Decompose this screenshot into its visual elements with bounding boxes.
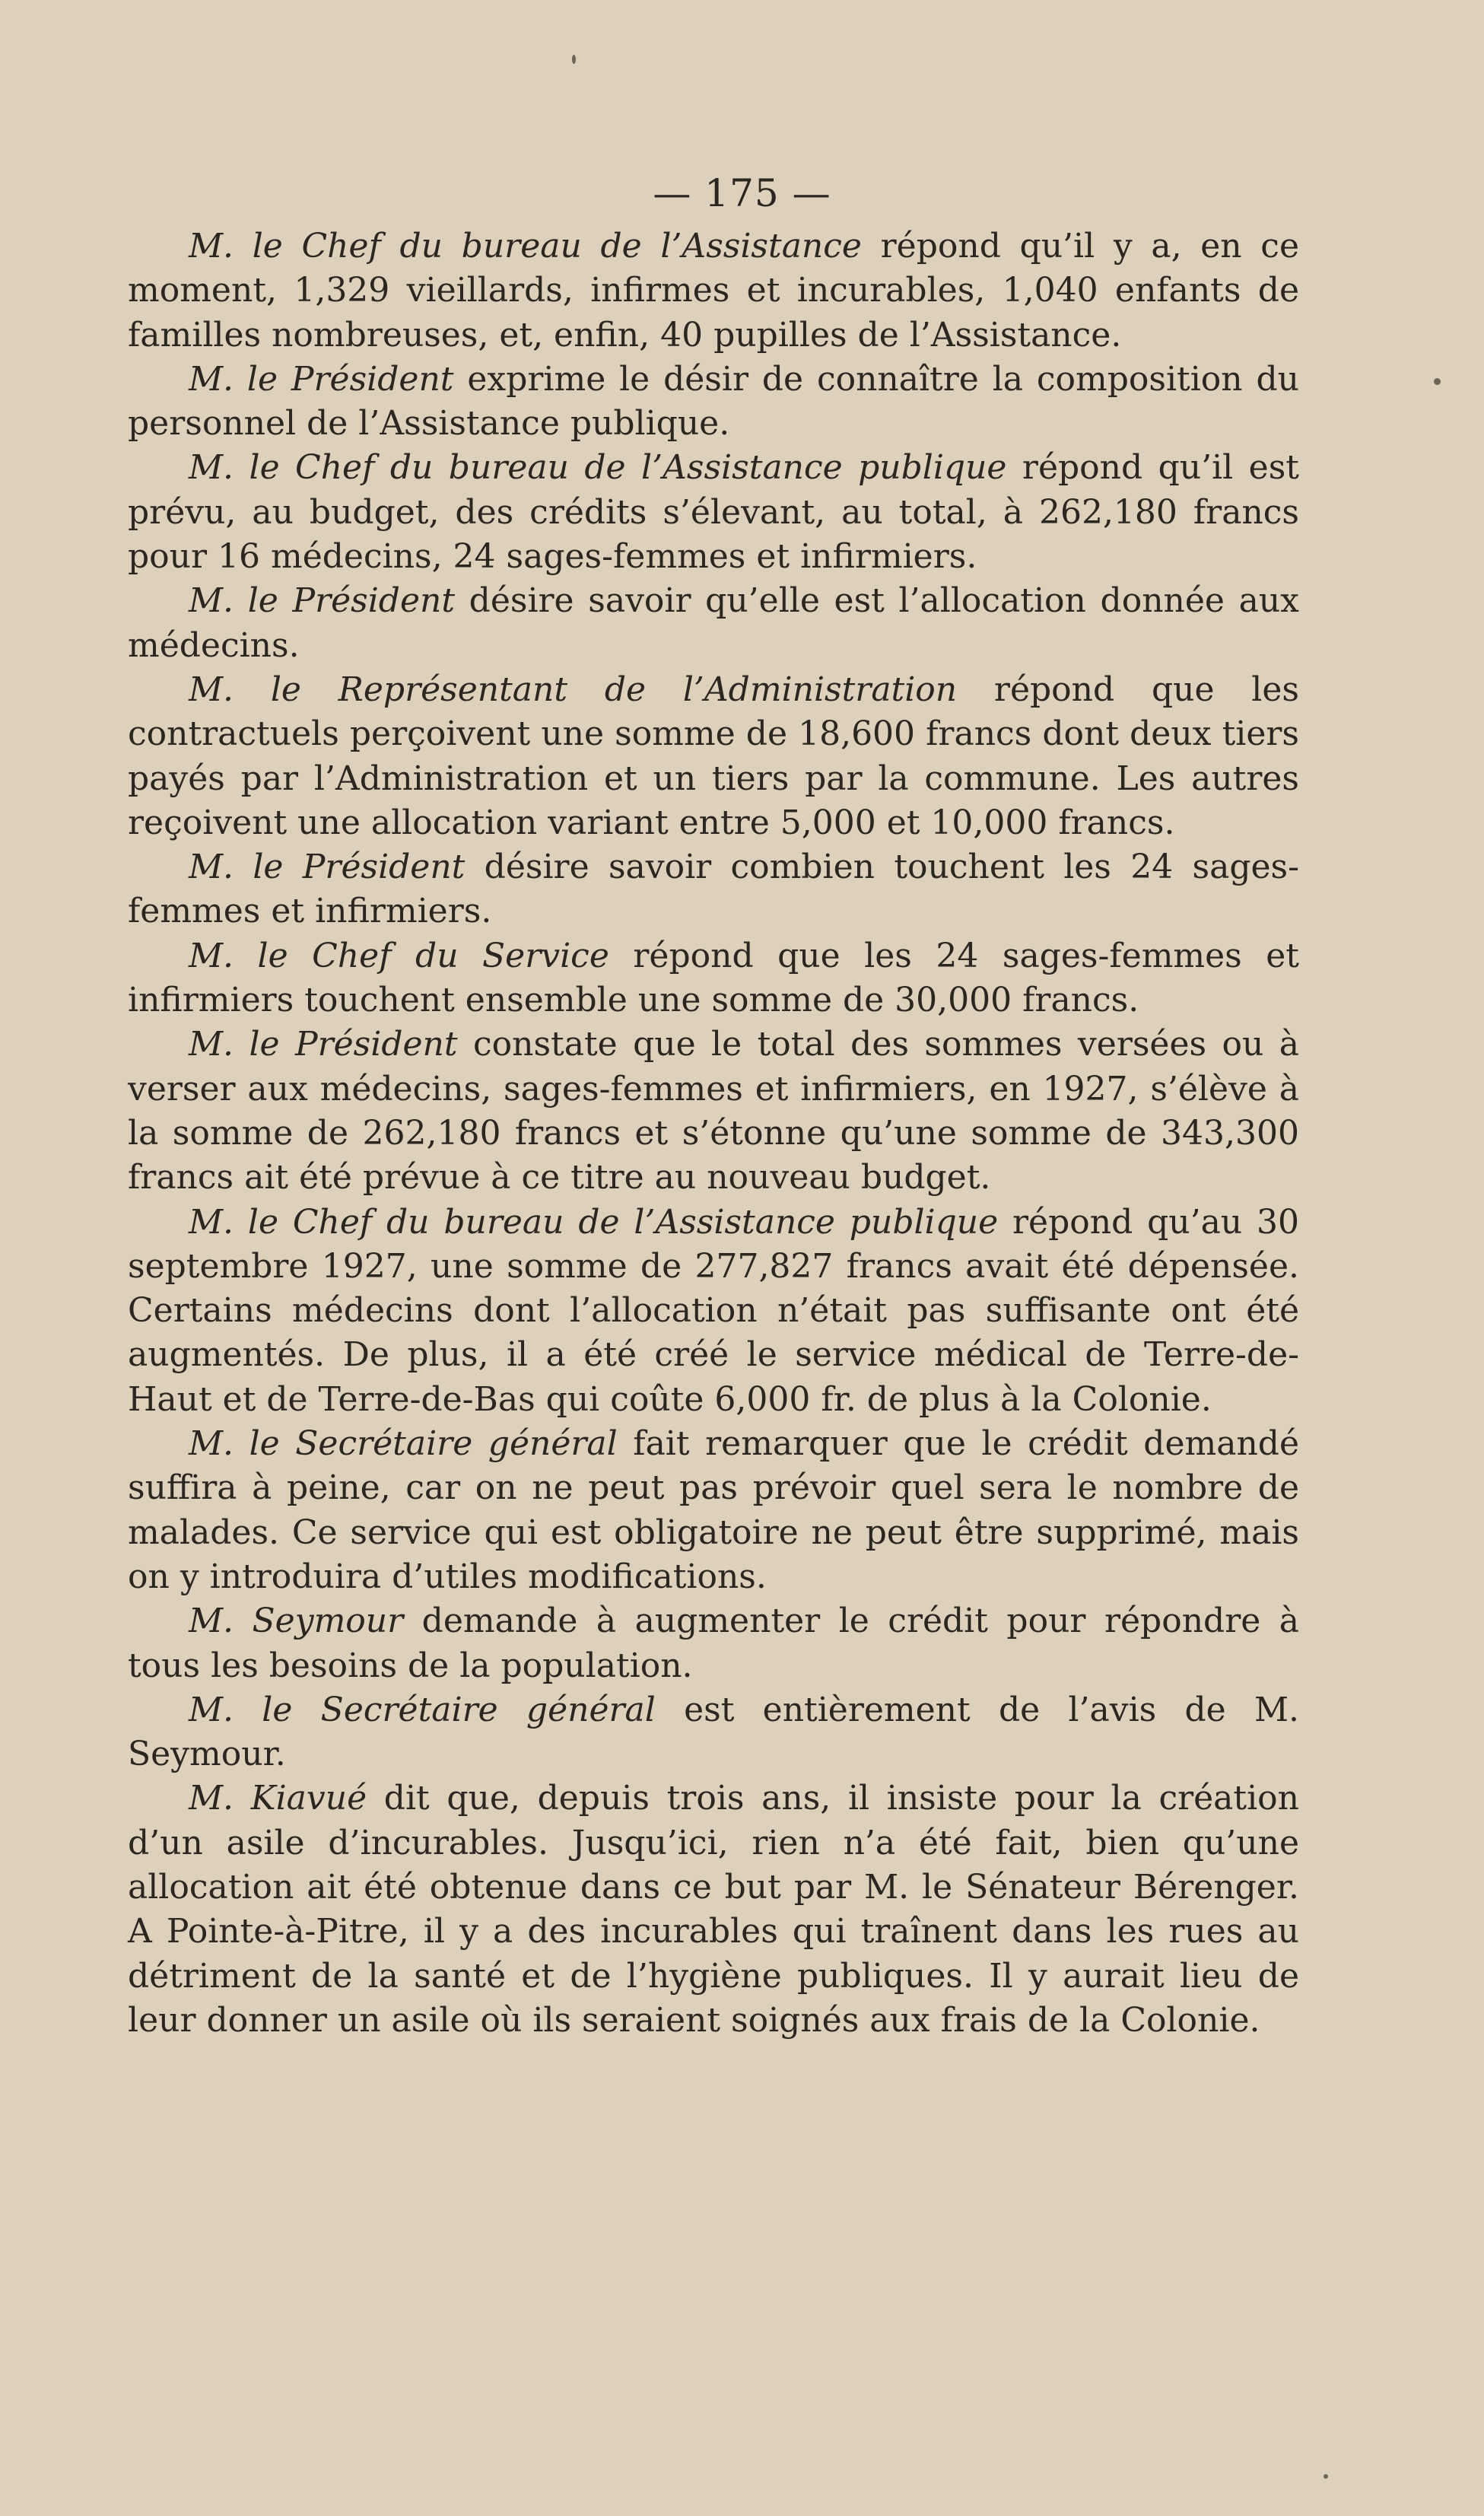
minutes-text bbox=[128, 224, 1299, 2043]
speaker: M. le Président bbox=[189, 1025, 458, 1064]
page-number: — 175 — bbox=[653, 171, 831, 215]
statement: dit que, depuis trois ans, il insiste pour la création d’un asile d’incurables. Jusqu’ici, rien n’a été fait, bien qu’une allocation ait été obtenue dans ce but par M. le Sénateur Bérenger. A Pointe-à-Pitre, il y a des incurables qui traînent dans les rues au détriment de la santé et de l’hygiène publiques. Il y aurait lieu de leur donner un asile où ils seraient soignés aux frais de la Colonie. bbox=[128, 1779, 1299, 2040]
statement: répond que les 24 sages-femmes et infirmiers touchent ensemble une somme de 30,000 francs. bbox=[128, 936, 1299, 1020]
paragraph-8 bbox=[128, 1023, 1299, 1200]
paragraph-6 bbox=[128, 845, 1299, 934]
speaker: M. le Chef du bureau de l’Assistance bbox=[189, 227, 862, 266]
statement: demande à augmenter le crédit pour répondre à tous les besoins de la population. bbox=[128, 1602, 1299, 1685]
paragraph-3 bbox=[128, 446, 1299, 579]
paragraph-12 bbox=[128, 1688, 1299, 1777]
speaker: M. le Secrétaire général bbox=[189, 1424, 618, 1464]
statement: répond qu’il est prévu, au budget, des crédits s’élevant, au total, à 262,180 francs pour 16 médecins, 24 sages-femmes et infirmiers. bbox=[128, 448, 1299, 577]
paragraph-5 bbox=[128, 668, 1299, 845]
statement: répond que les contractuels perçoivent une somme de 18,600 francs dont deux tiers payés par l’Administration et un tiers par la commune. Les autres reçoivent une allocation variant entre 5,000 et 10,000 francs. bbox=[128, 670, 1299, 842]
paragraph-1 bbox=[128, 224, 1299, 358]
speaker: M. le Président bbox=[189, 359, 454, 399]
paragraph-4 bbox=[128, 579, 1299, 668]
paragraph-13 bbox=[128, 1776, 1299, 2043]
speaker: M. Kiavué bbox=[189, 1779, 367, 1818]
statement: désire savoir qu’elle est l’allocation donnée aux médecins. bbox=[128, 581, 1299, 665]
paragraph-9 bbox=[128, 1201, 1299, 1422]
speaker: M. le Chef du bureau de l’Assistance publique bbox=[189, 448, 1007, 488]
statement: exprime le désir de connaître la composition du personnel de l’Assistance publique. bbox=[128, 359, 1299, 444]
statement: constate que le total des sommes versées ou à verser aux médecins, sages-femmes et infirmiers, en 1927, s’élève à la somme de 262,180 francs et s’étonne qu’une somme de 343,300 francs ait été prévue à ce titre au nouveau budget. bbox=[128, 1025, 1299, 1198]
speaker: M. Seymour bbox=[189, 1602, 404, 1641]
statement: désire savoir combien touchent les 24 sages-femmes et infirmiers. bbox=[128, 848, 1299, 931]
paragraph-11 bbox=[128, 1599, 1299, 1688]
paragraph-2 bbox=[128, 358, 1299, 447]
speaker: M. le Chef du bureau de l’Assistance publique bbox=[189, 1202, 999, 1242]
statement: fait remarquer que le crédit demandé suffira à peine, car on ne peut pas prévoir quel sera le nombre de malades. Ce service qui est obligatoire ne peut être supprimé, mais on y introduira d’utiles modifications. bbox=[128, 1424, 1299, 1596]
speaker: M. le Président bbox=[189, 581, 456, 621]
statement: répond qu’il y a, en ce moment, 1,329 vieillards, infirmes et incurables, 1,040 enfants de familles nombreuses, et, enfin, 40 pupilles de l’Assistance. bbox=[128, 227, 1299, 355]
speaker: M. le Chef du Service bbox=[189, 936, 609, 975]
speaker: M. le Représentant de l’Administration bbox=[189, 670, 958, 709]
paragraph-10 bbox=[128, 1422, 1299, 1599]
speaker: M. le Secrétaire général bbox=[189, 1690, 656, 1729]
statement: est entièrement de l’avis de M. Seymour. bbox=[128, 1690, 1299, 1774]
paragraph-7 bbox=[128, 934, 1299, 1023]
speaker: M. le Président bbox=[189, 848, 466, 887]
statement: répond qu’au 30 septembre 1927, une somme de 277,827 francs avait été dépensée. Certains médecins dont l’allocation n’était pas suffisante ont été augmentés. De plus, il a été créé le service médical de Terre-de-Haut et de Terre-de-Bas qui coûte 6,000 fr. de plus à la Colonie. bbox=[128, 1202, 1299, 1419]
